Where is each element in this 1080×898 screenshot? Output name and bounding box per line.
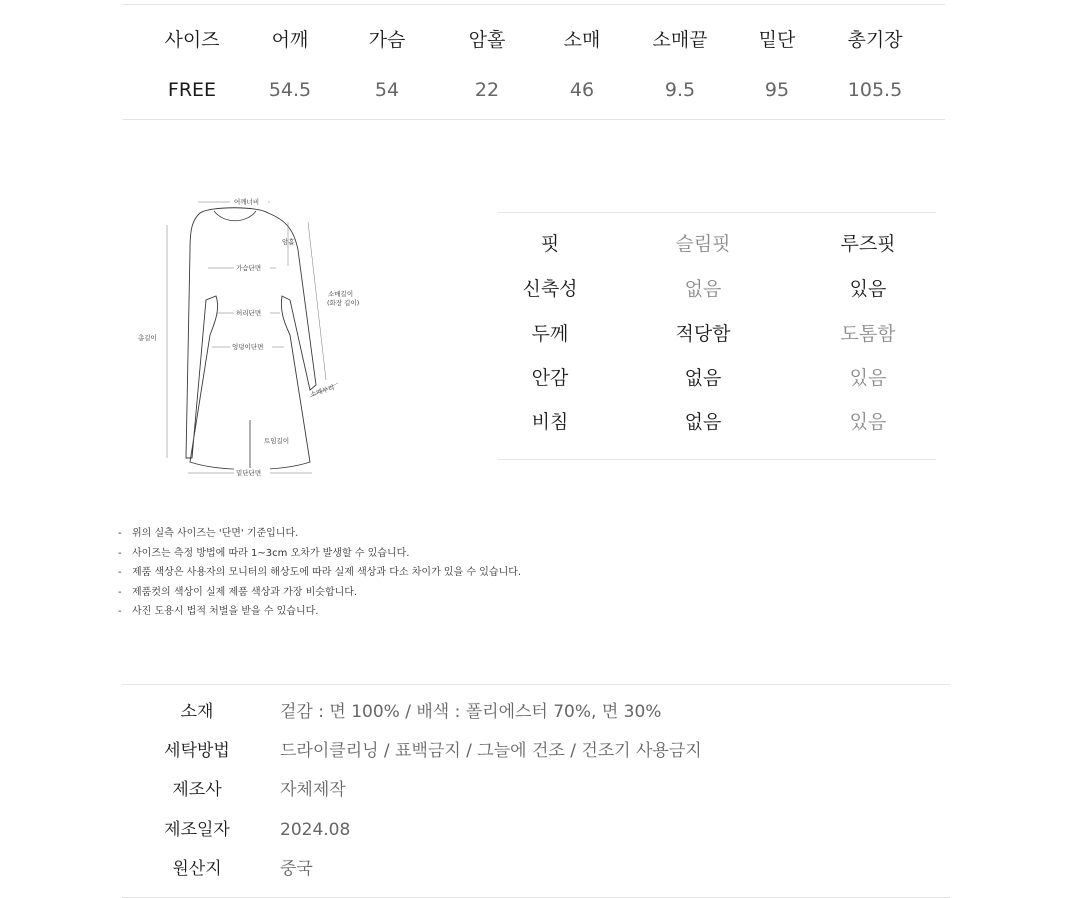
info-label: 제조일자 (164, 820, 230, 840)
fit-row (498, 319, 936, 349)
fit-label: 두께 (531, 323, 569, 345)
fit-label: 핏 (540, 233, 560, 255)
size-header-cell: 밑단 (758, 29, 796, 51)
fit-option-selected: 루즈핏 (840, 233, 896, 255)
info-label: 세탁방법 (164, 741, 230, 761)
size-value-cell: 46 (569, 79, 595, 101)
fit-option: 있음 (849, 367, 887, 389)
size-value-cell: 95 (764, 79, 790, 101)
info-value: 드라이클리닝 / 표백금지 / 그늘에 건조 / 건조기 사용금지 (280, 741, 702, 761)
total-length-label: 총길이 (138, 334, 157, 342)
chest-label: 가슴단면 (236, 264, 262, 272)
fit-label: 비침 (531, 411, 569, 433)
garment-measurement-diagram (130, 190, 380, 490)
fit-option-selected: 없음 (684, 367, 722, 389)
size-header-cell: 암홀 (468, 29, 506, 51)
size-table (123, 4, 945, 120)
fit-label: 안감 (531, 367, 569, 389)
info-row-material (122, 697, 950, 727)
size-header-cell: 소매끝 (652, 29, 708, 51)
dress-sketch (130, 190, 380, 490)
note-text: 제품컷의 색상이 실제 제품 색상과 가장 비슷합니다. (132, 586, 358, 598)
info-label: 원산지 (172, 859, 222, 879)
hip-label: 엉덩이단면 (232, 343, 264, 351)
slit-label: 트임길이 (264, 437, 290, 445)
size-notes-list (118, 524, 521, 622)
size-header-row (123, 25, 945, 55)
fit-row (498, 229, 936, 259)
fit-option-selected: 있음 (849, 278, 887, 300)
fit-option: 있음 (849, 411, 887, 433)
note-text: 제품 색상은 사용자의 모니터의 해상도에 따라 실제 색상과 다소 차이가 있을 수 있습니다. (132, 567, 522, 578)
fit-row (498, 407, 936, 437)
info-value: 겉감 : 면 100% / 배색 : 폴리에스터 70%, 면 30% (280, 702, 662, 722)
note-item: - 제품컷의 색상이 실제 제품 색상과 가장 비슷합니다. (118, 586, 358, 598)
size-header-cell: 소매 (563, 29, 601, 51)
info-value: 자체제작 (280, 780, 346, 800)
size-header-cell: 사이즈 (164, 29, 220, 51)
fit-table (498, 212, 936, 460)
size-value-row (123, 75, 945, 105)
info-row-manufacture-date (122, 815, 950, 845)
note-text: 사이즈는 측정 방법에 따라 1~3cm 오차가 발생할 수 있습니다. (132, 547, 410, 559)
fit-option: 슬림핏 (675, 233, 731, 255)
size-value-cell: FREE (167, 79, 217, 101)
size-value-cell: 105.5 (847, 79, 903, 101)
info-row-origin (122, 854, 950, 884)
note-item: - 위의 실측 사이즈는 '단면' 기준입니다. (118, 528, 299, 539)
size-header-cell: 가슴 (368, 29, 406, 51)
info-row-manufacturer (122, 775, 950, 805)
size-value-cell: 54 (374, 79, 400, 101)
dress-neckline (214, 211, 256, 221)
info-label: 소재 (180, 702, 214, 722)
sleeve-length-sublabel: (화장 길이) (327, 299, 360, 307)
shoulder-label: 어깨너비 (234, 198, 260, 206)
note-item: - 사진 도용시 법적 처벌을 받을 수 있습니다. (118, 606, 319, 617)
fit-option: 없음 (684, 278, 722, 300)
fit-row (498, 363, 936, 393)
fit-option-selected: 없음 (684, 411, 722, 433)
product-info-table (122, 684, 950, 898)
fit-label: 신축성 (522, 278, 578, 300)
info-label: 제조사 (172, 780, 222, 800)
size-value-cell: 22 (474, 79, 500, 101)
armhole-label: 암홀 (282, 238, 295, 246)
info-value: 2024.08 (280, 820, 351, 840)
note-text: 사진 도용시 법적 처벌을 받을 수 있습니다. (132, 606, 319, 617)
size-value-cell: 54.5 (268, 79, 312, 101)
note-text: 위의 실측 사이즈는 '단면' 기준입니다. (132, 528, 299, 539)
size-value-cell: 9.5 (664, 79, 696, 101)
sleeve-length-measure-line (308, 222, 326, 380)
waist-label: 허리단면 (236, 309, 262, 317)
dress-outline (186, 208, 316, 470)
size-header-cell: 총기장 (847, 29, 903, 51)
note-item: - 제품 색상은 사용자의 모니터의 해상도에 따라 실제 색상과 다소 차이가 있을 수 있습니다. (118, 567, 522, 578)
info-value: 중국 (280, 859, 313, 879)
cuff-label: 소매부리 (309, 383, 336, 399)
size-header-cell: 어깨 (271, 29, 309, 51)
sleeve-length-label: 소매길이 (328, 290, 354, 298)
info-row-washing (122, 736, 950, 766)
hem-label: 밑단단면 (236, 469, 262, 477)
fit-option-selected: 적당함 (675, 323, 731, 345)
note-item: - 사이즈는 측정 방법에 따라 1~3cm 오차가 발생할 수 있습니다. (118, 547, 410, 559)
fit-option: 도톰함 (840, 323, 896, 345)
fit-row (498, 274, 936, 304)
